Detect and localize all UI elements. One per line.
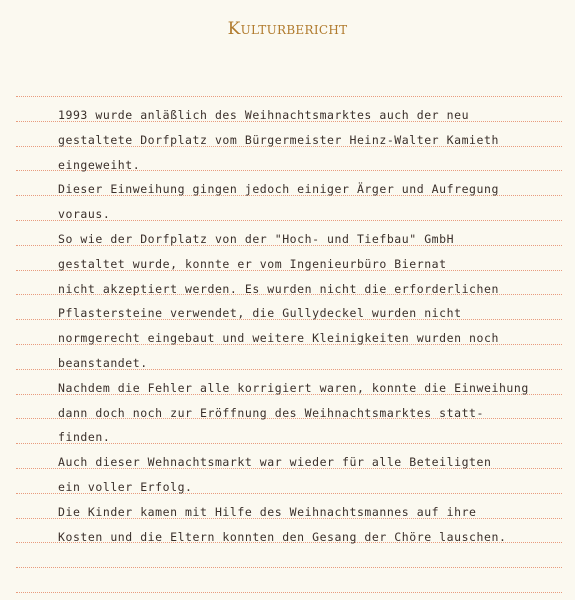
text-line: nicht akzeptiert werden. Es wurden nicht die erforderlichen — [58, 282, 499, 296]
section-heading: Kulturbericht — [227, 19, 348, 39]
text-line: So wie der Dorfplatz von der "Hoch- und Tiefbau" GmbH — [58, 232, 455, 246]
text-line: dann doch noch zur Eröffnung des Weihnachtsmarktes statt- — [58, 406, 484, 420]
text-line: normgerecht eingebaut und weitere Kleinigkeiten wurden noch — [58, 331, 499, 345]
text-line: Dieser Einweihung gingen jedoch einiger Ärger und Aufregung — [58, 182, 499, 196]
ruled-line — [16, 96, 562, 97]
text-line: Nachdem die Fehler alle korrigiert waren, konnte die Einweihung — [58, 381, 529, 395]
text-line: Pflastersteine verwendet, die Gullydeckel wurden nicht — [58, 306, 462, 320]
text-line: gestaltete Dorfplatz vom Bürgermeister Heinz-Walter Kamieth — [58, 133, 499, 147]
text-line: 1993 wurde anläßlich des Weihnachtsmarktes auch der neu — [58, 108, 470, 122]
ruled-line — [16, 592, 562, 593]
text-line: finden. — [58, 430, 111, 444]
text-line: ein voller Erfolg. — [58, 480, 193, 494]
text-line: Die Kinder kamen mit Hilfe des Weihnachtsmannes auf ihre — [58, 505, 477, 519]
text-line: voraus. — [58, 207, 111, 221]
ruled-line — [16, 567, 562, 568]
text-line: eingeweiht. — [58, 158, 141, 172]
text-line: gestaltet wurde, konnte er vom Ingenieurbüro Biernat — [58, 257, 447, 271]
text-line: Kosten und die Eltern konnten den Gesang der Chöre lauschen. — [58, 530, 507, 544]
text-line: beanstandet. — [58, 356, 148, 370]
text-line: Auch dieser Wehnachtsmarkt war wieder für alle Beteiligten — [58, 455, 492, 469]
